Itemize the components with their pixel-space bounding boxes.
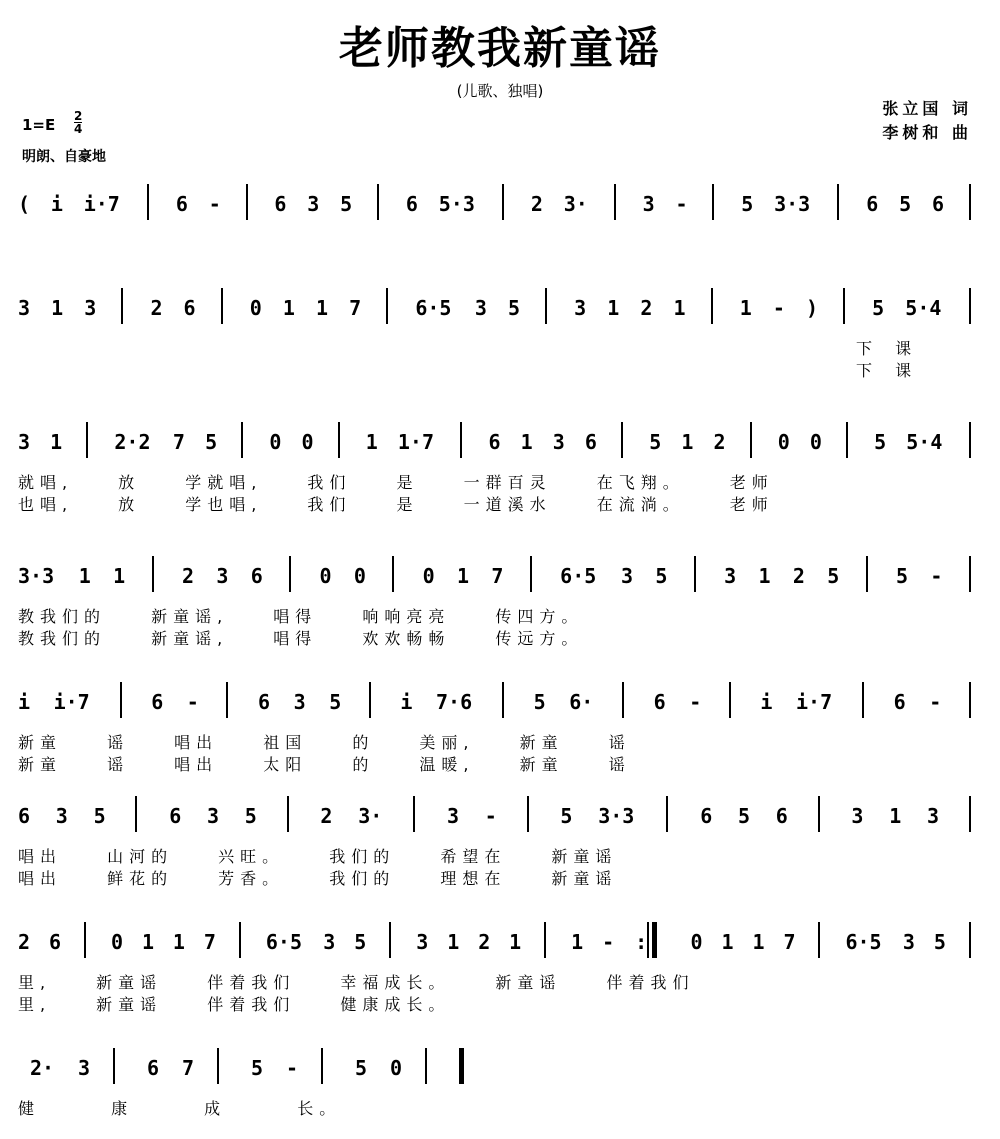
note-token: 6 (775, 804, 788, 828)
barline (969, 682, 971, 718)
note-token: 7 (491, 564, 504, 588)
barline (460, 422, 462, 458)
barline (818, 796, 820, 832)
note-token: 3 (78, 1056, 91, 1080)
note-token: 6 (931, 192, 944, 216)
note-token: 1 (457, 564, 470, 588)
note-token: 0 (249, 296, 262, 320)
final-barline (459, 1048, 464, 1084)
note-token: 0 (422, 564, 435, 588)
barline (969, 556, 971, 592)
note-token: 5 (560, 804, 573, 828)
barline (241, 422, 243, 458)
note-token: 3 (216, 564, 229, 588)
note-token: 3 (323, 930, 336, 954)
note-token: 6 (653, 690, 666, 714)
note-token: 3 (416, 930, 429, 954)
barline (289, 556, 291, 592)
note-token: 5 (933, 930, 946, 954)
barline (527, 796, 529, 832)
note-token: 1 (721, 930, 734, 954)
note-token: 2 (792, 564, 805, 588)
note-token: 5 (896, 564, 909, 588)
note-token: 1 (673, 296, 686, 320)
key-signature: 1=E (22, 116, 56, 134)
lyric-line-1: 唱出 山河的 兴旺。 我们的 希望在 新童谣 (18, 847, 618, 866)
barline (694, 556, 696, 592)
lyric-line-1: 里, 新童谣 伴着我们 幸福成长。 新童谣 伴着我们 (18, 973, 695, 992)
note-token: i (50, 192, 63, 216)
note-token: 1 (520, 430, 533, 454)
barline (862, 682, 864, 718)
barline (217, 1048, 219, 1084)
lyric-line-1: 下 课 (856, 339, 918, 358)
note-token: 6 (250, 564, 263, 588)
barline (666, 796, 668, 832)
lyric-line-1: 健 康 成 长。 (18, 1099, 342, 1118)
barline (338, 422, 340, 458)
note-token: - (484, 804, 497, 828)
barline (321, 1048, 323, 1084)
barline (392, 556, 394, 592)
note-token: 3·3 (18, 564, 55, 588)
note-token: 0 (301, 430, 314, 454)
barline (377, 184, 379, 220)
note-token: 2· (30, 1056, 55, 1080)
barline (84, 922, 86, 958)
note-token: 2 (478, 930, 491, 954)
note-token: 3 (927, 804, 940, 828)
note-token: 1 (509, 930, 522, 954)
note-token: 3· (358, 804, 383, 828)
barline (750, 422, 752, 458)
note-token: 0 (110, 930, 123, 954)
lyric-line-1: 就唱, 放 学就唱, 我们 是 一群百灵 在飞翔。 老师 (18, 473, 774, 492)
note-token: 3 (620, 564, 633, 588)
barline (621, 422, 623, 458)
composer-credit: 李树和 曲 (882, 123, 972, 142)
note-token: 6 (274, 192, 287, 216)
note-token: - (186, 690, 199, 714)
note-token: - (208, 192, 221, 216)
barline (969, 796, 971, 832)
lyric-line-1: 教我们的 新童谣, 唱得 响响亮亮 传四方。 (18, 607, 584, 626)
note-token: 1 (365, 430, 378, 454)
note-token: 7 (182, 1056, 195, 1080)
note-token: 3 (447, 804, 460, 828)
barline (969, 422, 971, 458)
note-token: 5 (649, 430, 662, 454)
note-token: 1 (50, 430, 63, 454)
barline (389, 922, 391, 958)
note-token: 1 (172, 930, 185, 954)
note-token: 3 (18, 430, 31, 454)
barline (386, 288, 388, 324)
note-token: 5 (655, 564, 668, 588)
barline (86, 422, 88, 458)
note-token: 0 (353, 564, 366, 588)
note-token: 1 (78, 564, 91, 588)
note-token: 2 (640, 296, 653, 320)
note-token: 5 (205, 430, 218, 454)
note-token: 7 (783, 930, 796, 954)
note-token: 6 (169, 804, 182, 828)
tempo-marking: 明朗、自豪地 (22, 149, 106, 165)
song-subtitle: (儿歌、独唱) (456, 82, 544, 100)
note-token: 3 (293, 690, 306, 714)
note-token: 5 (340, 192, 353, 216)
note-token: 5 (533, 690, 546, 714)
note-token: 3 (207, 804, 220, 828)
note-token: - (675, 192, 688, 216)
lyric-line-2: 唱出 鲜花的 芳香。 我们的 理想在 新童谣 (18, 869, 618, 888)
note-token: 6·5 (415, 296, 452, 320)
note-token: 6 (700, 804, 713, 828)
meter-bottom: 4 (74, 122, 83, 136)
barline (246, 184, 248, 220)
note-token: i·7 (53, 690, 90, 714)
note-token: 1 (113, 564, 126, 588)
barline (818, 922, 820, 958)
note-token: 3 (552, 430, 565, 454)
note-token: 7 (349, 296, 362, 320)
note-token: 5·4 (905, 296, 942, 320)
note-token: 6 (893, 690, 906, 714)
barline (152, 556, 154, 592)
barline (545, 288, 547, 324)
note-token: 6 (175, 192, 188, 216)
barline (226, 682, 228, 718)
lyric-line-2: 新童 谣 唱出 太阳 的 温暖, 新童 谣 (18, 755, 631, 774)
barline (530, 556, 532, 592)
note-token: 5 (251, 1056, 264, 1080)
note-token: 5·3 (438, 192, 475, 216)
note-token: 1 (739, 296, 752, 320)
barline (287, 796, 289, 832)
note-token: 3 (574, 296, 587, 320)
lyric-line-2: 也唱, 放 学也唱, 我们 是 一道溪水 在流淌。 老师 (18, 495, 774, 514)
meter-top: 2 (74, 109, 83, 123)
barline (135, 796, 137, 832)
note-token: 6 (48, 930, 62, 954)
lyric-line-2: 里, 新童谣 伴着我们 健康成长。 (18, 995, 451, 1014)
barline (614, 184, 616, 220)
note-token: 3·3 (598, 804, 635, 828)
note-token: 5 (244, 804, 257, 828)
note-token: 6 (151, 690, 164, 714)
barline (843, 288, 845, 324)
lyric-line-2: 教我们的 新童谣, 唱得 欢欢畅畅 传远方。 (18, 629, 584, 648)
note-token: 1 (681, 430, 694, 454)
note-token: 0 (809, 430, 822, 454)
note-token: 0 (319, 564, 332, 588)
note-token: 0 (690, 930, 703, 954)
note-token: ( (18, 192, 31, 216)
barline (147, 184, 149, 220)
barline (647, 922, 649, 958)
note-token: - (929, 690, 942, 714)
note-token: 6 (18, 804, 31, 828)
note-token: 5 (872, 296, 885, 320)
note-token: 1 (282, 296, 295, 320)
barline (711, 288, 713, 324)
note-token: 7 (172, 430, 185, 454)
note-token: i (760, 690, 773, 714)
barline (866, 556, 868, 592)
note-token: ) (805, 296, 818, 320)
note-token: 6 (258, 690, 271, 714)
note-token: - (286, 1056, 299, 1080)
note-token: 1·7 (397, 430, 434, 454)
note-token: 5 (93, 804, 106, 828)
note-token: 1 (447, 930, 460, 954)
note-token: 6· (569, 690, 594, 714)
note-token: 3 (84, 296, 97, 320)
barline (969, 922, 971, 958)
note-token: 7·6 (436, 690, 473, 714)
note-token: 6·5 (845, 930, 882, 954)
barline (239, 922, 241, 958)
final-barline (652, 922, 657, 958)
note-token: 6·5 (560, 564, 597, 588)
note-token: 3·3 (774, 192, 811, 216)
note-token: 3 (474, 296, 487, 320)
barline (120, 682, 122, 718)
note-token: - (772, 296, 785, 320)
note-token: 6 (147, 1056, 160, 1080)
barline (837, 184, 839, 220)
note-token: 3· (563, 192, 588, 216)
note-token: - (689, 690, 702, 714)
note-token: 5 (329, 690, 342, 714)
note-token: - (602, 930, 615, 954)
note-token: i·7 (796, 690, 833, 714)
barline (121, 288, 123, 324)
note-token: 3 (851, 804, 864, 828)
note-token: 5 (899, 192, 912, 216)
note-token: 5 (507, 296, 520, 320)
barline (544, 922, 546, 958)
note-token: 5 (355, 1056, 368, 1080)
note-token: 0 (777, 430, 790, 454)
note-token: 5 (741, 192, 754, 216)
note-token: 6 (183, 296, 196, 320)
barline (712, 184, 714, 220)
note-token: 5 (874, 430, 887, 454)
note-token: 5 (827, 564, 840, 588)
note-token: 1 (141, 930, 154, 954)
note-token: 2 (150, 296, 163, 320)
note-token: 1 (316, 296, 329, 320)
note-token: i·7 (83, 192, 120, 216)
barline (413, 796, 415, 832)
note-token: i (18, 690, 31, 714)
barline (369, 682, 371, 718)
barline (221, 288, 223, 324)
note-token: 6 (405, 192, 418, 216)
lyric-line-1: 新童 谣 唱出 祖国 的 美丽, 新童 谣 (18, 733, 631, 752)
note-token: 2 (530, 192, 543, 216)
note-token: 5·4 (906, 430, 943, 454)
note-token: 2 (18, 930, 31, 954)
note-token: 3 (18, 296, 31, 320)
barline (113, 1048, 115, 1084)
barline (969, 184, 971, 220)
barline (622, 682, 624, 718)
note-token: 2 (713, 430, 726, 454)
note-token: 2 (181, 564, 194, 588)
note-token: 3 (902, 930, 915, 954)
note-token: i (400, 690, 413, 714)
note-token: 3 (55, 804, 68, 828)
lyric-line-2: 下 课 (856, 361, 918, 380)
note-token: 6 (584, 430, 597, 454)
note-token: 1 (607, 296, 620, 320)
note-token: 6 (866, 192, 879, 216)
note-token: 2·2 (114, 430, 151, 454)
repeat-dots: : (635, 930, 648, 954)
lyricist-credit: 张立国 词 (882, 99, 972, 118)
barline (846, 422, 848, 458)
note-token: 0 (390, 1056, 403, 1080)
note-token: 0 (269, 430, 282, 454)
note-token: 1 (758, 564, 771, 588)
note-token: 1 (752, 930, 765, 954)
note-token: 7 (203, 930, 216, 954)
note-token: 1 (889, 804, 902, 828)
note-token: 5 (738, 804, 751, 828)
note-token: 1 (51, 296, 64, 320)
note-token: 3 (724, 564, 737, 588)
note-token: 3 (307, 192, 320, 216)
barline (729, 682, 731, 718)
time-signature (74, 110, 82, 135)
note-token: - (930, 564, 943, 588)
note-token: 3 (642, 192, 655, 216)
barline (425, 1048, 427, 1084)
note-token: 5 (354, 930, 367, 954)
barline (502, 184, 504, 220)
note-token: 6·5 (265, 930, 302, 954)
note-token: 1 (571, 930, 584, 954)
barline (502, 682, 504, 718)
song-title: 老师教我新童谣 (339, 23, 661, 74)
note-token: 2 (320, 804, 333, 828)
note-token: 6 (488, 430, 501, 454)
barline (969, 288, 971, 324)
